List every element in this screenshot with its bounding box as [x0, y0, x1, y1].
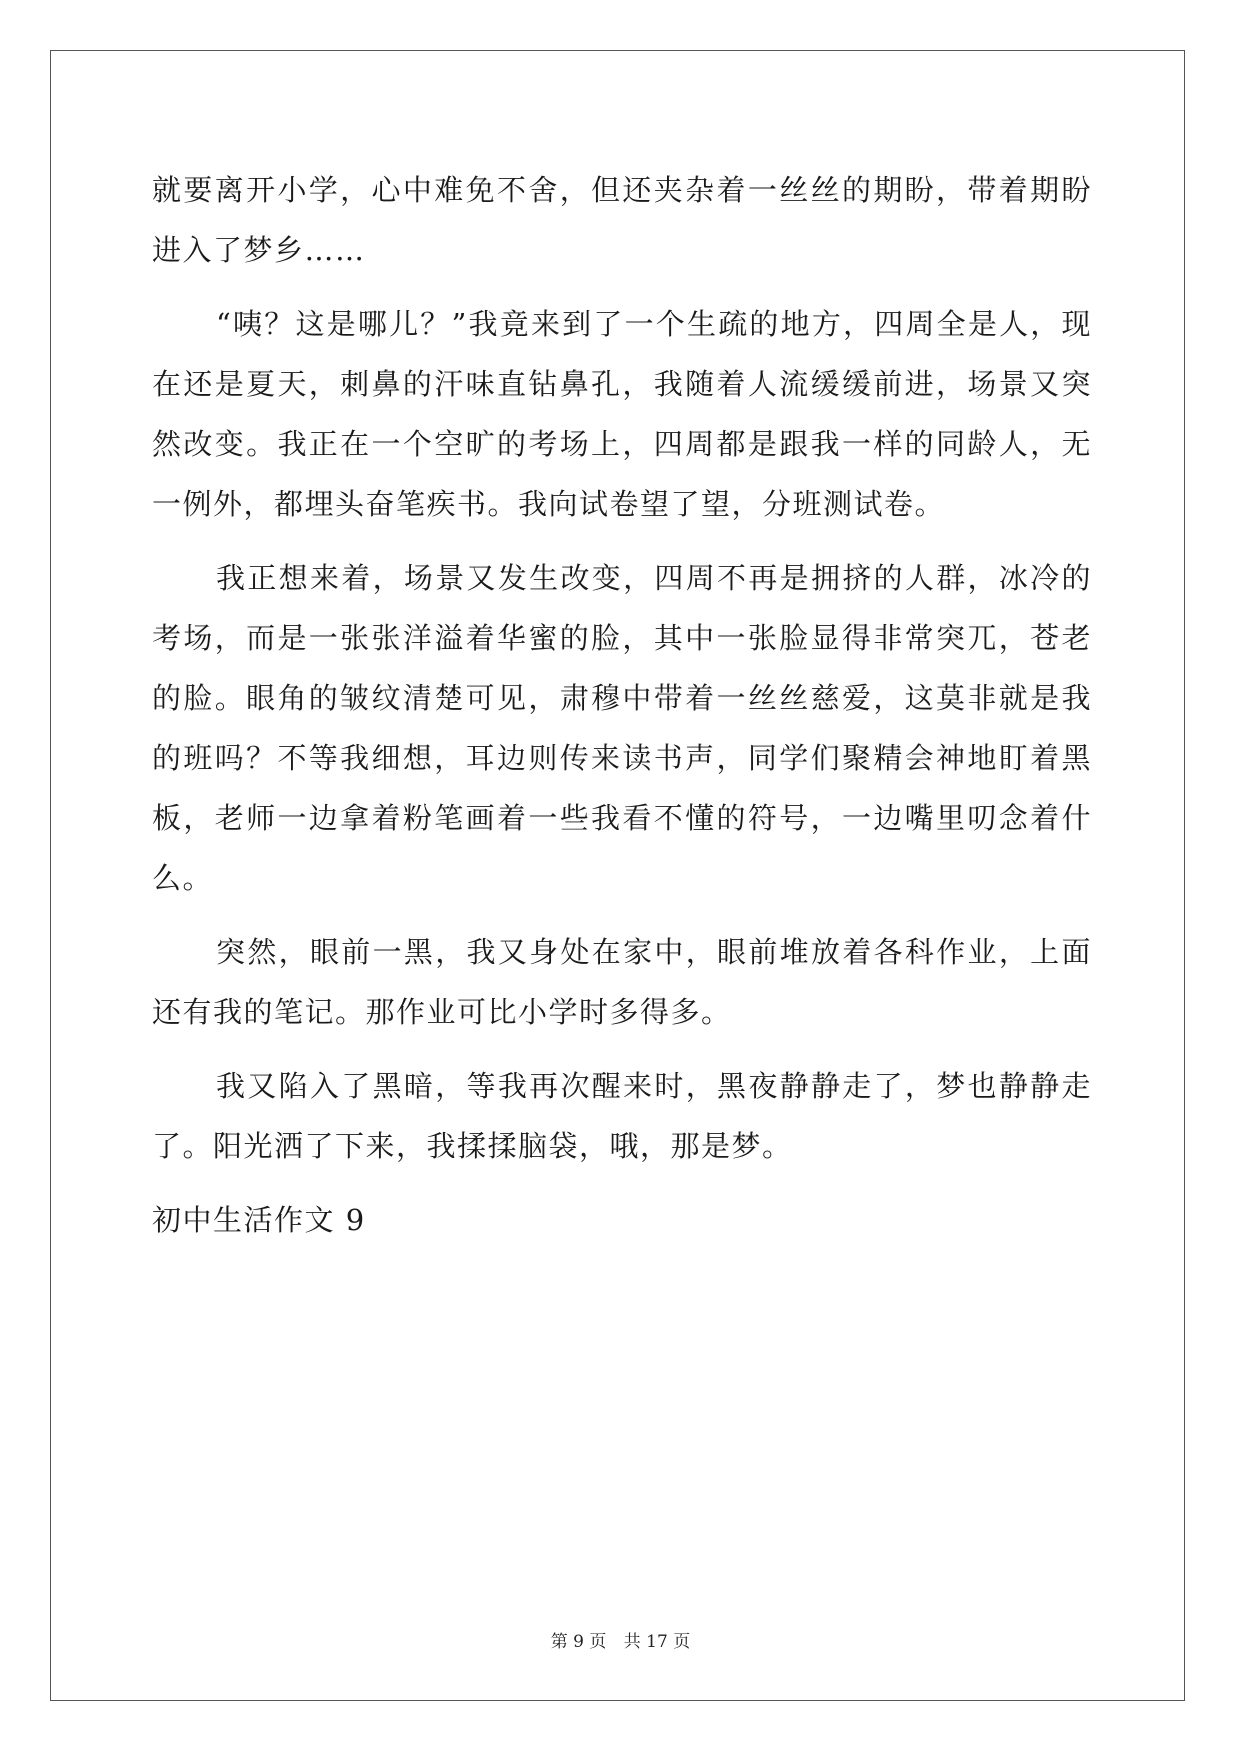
paragraph: 就要离开小学，心中难免不舍，但还夹杂着一丝丝的期盼，带着期盼进入了梦乡……	[152, 173, 1092, 267]
paragraph: 我又陷入了黑暗，等我再次醒来时，黑夜静静走了，梦也静静走了。阳光洒了下来，我揉揉脑袋，哦，那是梦。	[152, 1069, 1092, 1163]
paragraph: 我正想来着，场景又发生改变，四周不再是拥挤的人群，冰冷的考场，而是一张张洋溢着华蜜的脸，其中一张脸显得非常突兀，苍老的脸。眼角的皱纹清楚可见，肃穆中带着一丝丝慈爱，这莫非就是我的班吗？不等我细想，耳边则传来读书声，同学们聚精会神地盯着黑板，老师一边拿着粉笔画着一些我看不懂的符号，一边嘴里叨念着什么。	[152, 561, 1092, 895]
paragraph: 突然，眼前一黑，我又身处在家中，眼前堆放着各科作业，上面还有我的笔记。那作业可比小学时多得多。	[152, 935, 1092, 1029]
document-body	[152, 160, 1092, 1250]
page-footer	[0, 1627, 1241, 1652]
total-pages: 共 17 页	[623, 1632, 691, 1652]
paragraph: “咦？这是哪儿？”我竟来到了一个生疏的地方，四周全是人，现在还是夏天，刺鼻的汗味直钻鼻孔，我随着人流缓缓前进，场景又突然改变。我正在一个空旷的考场上，四周都是跟我一样的同龄人，无一例外，都埋头奋笔疾书。我向试卷望了望，分班测试卷。	[152, 307, 1092, 521]
section-heading: 初中生活作文 9	[152, 1203, 366, 1237]
page-number: 第 9 页	[550, 1632, 607, 1652]
